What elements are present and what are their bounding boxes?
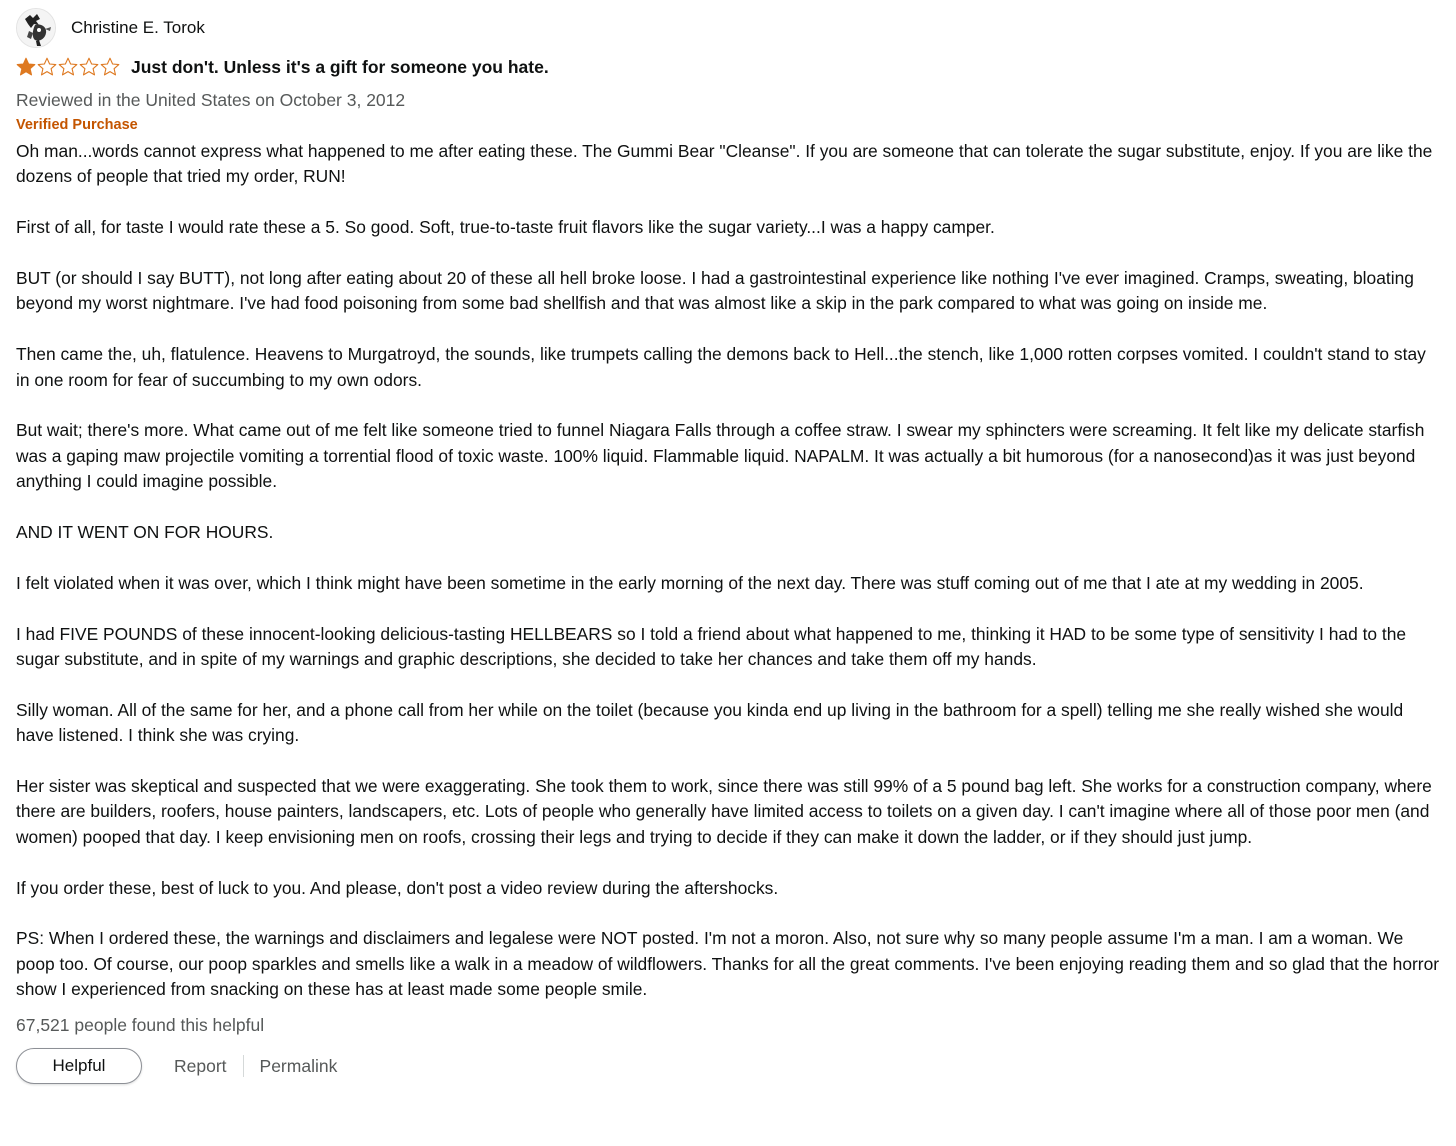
- report-link[interactable]: Report: [174, 1055, 227, 1076]
- star-filled-icon: [16, 57, 36, 77]
- review-paragraph: If you order these, best of luck to you. And please, don't post a video review during the aftershocks.: [16, 877, 779, 898]
- review-paragraph: I had FIVE POUNDS of these innocent-looking delicious-tasting HELLBEARS so I told a friend about what happened to me, thinking it HAD to be some type of sensitivity I had to the sugar substitute, and in spite of my warnings and graphic descriptions, she decided to take her chances and take them off my hands.: [16, 623, 1407, 670]
- review-paragraph: I felt violated when it was over, which I think might have been sometime in the early morning of the next day. There was stuff coming out of me that I ate at my wedding in 2005.: [16, 572, 1364, 593]
- helpful-count: 67,521 people found this helpful: [16, 1014, 265, 1035]
- review-title[interactable]: Just don't. Unless it's a gift for someone you hate.: [131, 56, 549, 77]
- review-paragraph: PS: When I ordered these, the warnings and disclaimers and legalese were NOT posted. I'm not a moron. Also, not sure why so many people assume I'm a man. I am a woman. We poop too. Of course, our poop sparkles and smells like a walk in a meadow of wildflowers. Thanks for all the great comments. I've been enjoying reading them and so glad that the horror show I experienced from snacking on these has at least made some people smile.: [16, 928, 1440, 1000]
- verified-purchase-badge[interactable]: Verified Purchase: [16, 117, 138, 133]
- permalink-link[interactable]: Permalink: [259, 1055, 338, 1076]
- helpful-button[interactable]: Helpful: [16, 1048, 142, 1084]
- review-paragraph: First of all, for taste I would rate these a 5. So good. Soft, true-to-taste fruit flavors like the sugar variety...I was a happy camper.: [16, 217, 995, 238]
- review-paragraph: Then came the, uh, flatulence. Heavens to Murgatroyd, the sounds, like trumpets calling the demons back to Hell...the stench, like 1,000 rotten corpses vomited. I couldn't stand to stay in one room for fear of succumbing to my own odors.: [16, 344, 1426, 390]
- review-paragraph: Oh man...words cannot express what happened to me after eating these. The Gummi Bear "Cleanse". If you are someone that can tolerate the sugar substitute, enjoy. If you are like the dozens of people that tried my order, RUN!: [16, 141, 1433, 187]
- review-title-row: [16, 52, 1440, 82]
- review-paragraph: But wait; there's more. What came out of me felt like someone tried to funnel Niagara Falls through a coffee straw. I swear my sphincters were screaming. It felt like my delicate starfish was a gaping maw projectile vomiting a torrential flood of toxic waste. 100% liquid. Flammable liquid. NAPALM. It was actually a bit humorous (for a nanosecond)as it was just beyond anything I could imagine possible.: [16, 420, 1425, 492]
- review-paragraph: AND IT WENT ON FOR HOURS.: [16, 522, 274, 543]
- review-actions: [16, 1048, 1440, 1084]
- review-paragraph: Silly woman. All of the same for her, and a phone call from her while on the toilet (because you kinda end up living in the bathroom for a spell) telling me she really wished she would have listened. I think she was crying.: [16, 699, 1404, 746]
- reviewer-profile[interactable]: [16, 6, 1440, 50]
- review-body: [16, 139, 1440, 1003]
- star-empty-icon: [79, 57, 99, 77]
- avatar-image: [17, 9, 56, 48]
- star-empty-icon: [100, 57, 120, 77]
- star-rating[interactable]: [16, 57, 121, 77]
- star-empty-icon: [58, 57, 78, 77]
- review-date: Reviewed in the United States on October 3, 2012: [16, 90, 406, 110]
- review-paragraph: BUT (or should I say BUTT), not long after eating about 20 of these all hell broke loose. I had a gastrointestinal experience like nothing I've ever imagined. Cramps, sweating, bloating beyond my worst nightmare. I've had food poisoning from some bad shellfish and that was almost like a skip in the park compared to what was going on inside me.: [16, 268, 1414, 314]
- star-empty-icon: [37, 57, 57, 77]
- avatar[interactable]: [16, 8, 56, 48]
- reviewer-name[interactable]: Christine E. Torok: [71, 18, 205, 37]
- review-paragraph: Her sister was skeptical and suspected that we were exaggerating. She took them to work, since there was still 99% of a 5 pound bag left. She works for a construction company, where there are builders, roofers, house painters, landscapers, etc. Lots of people who generally have limited access to toilets on a given day. I can't imagine where all of those poor men (and women) pooped that day. I keep envisioning men on roofs, crossing their legs and trying to decide if they can make it down the ladder, or if they should just jump.: [16, 776, 1432, 847]
